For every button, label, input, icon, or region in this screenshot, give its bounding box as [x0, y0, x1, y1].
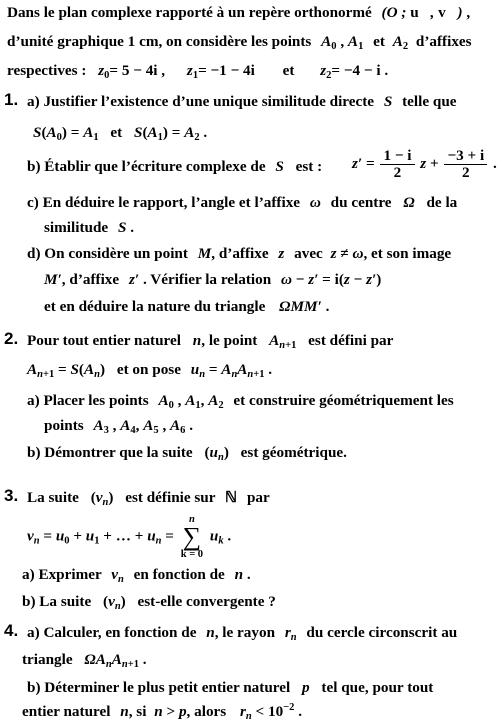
- q3a-text: a) Exprimer: [22, 566, 102, 583]
- q2a-text: a) Placer les points: [27, 392, 149, 409]
- q1d-line-1: d) On considère un point M, d’affixe z avec z ≠ ω, et son image: [27, 245, 452, 262]
- fraction-1: $\frac{1 - i}{2}$: [380, 148, 414, 181]
- q2b-text: est géométrique.: [240, 444, 347, 461]
- q1d-text: . Vérifier la relation: [142, 271, 272, 288]
- q4b-text: b) Déterminer le plus petit entier naturel: [27, 679, 291, 696]
- q3a-line: a) Exprimer $v_n$ en fonction de n .: [22, 566, 251, 585]
- q2-line-1: Pour tout entier naturel n, le point $A_{n+1}$ est défini par: [27, 332, 394, 351]
- q1d-text: , et son image: [363, 245, 452, 262]
- q1c-text: similitude: [44, 219, 109, 236]
- intro-text: et: [373, 33, 385, 50]
- intro-line-2: d’unité graphique 1 cm, on considère les points $A_0$ , $A_1$ et $A_2$ d’affixes: [7, 33, 472, 52]
- question-3-number: 3.: [4, 486, 19, 505]
- q4a-text: a) Calculer, en fonction de: [27, 624, 197, 641]
- q1b-formula: z′ = $\frac{1 - i}{2}$ z + $\frac{-3 + i}{2}$ .: [352, 147, 497, 181]
- q4b-text: , si: [128, 703, 147, 720]
- q2-text: , le point: [201, 332, 258, 349]
- q3-line-1: La suite $(v_n)$ est définie sur ℕ par: [27, 489, 270, 508]
- q1a-line-2: $S(A_0) = A_1$ et $S(A_1) = A_2$ .: [33, 124, 208, 143]
- q1d-text: avec: [294, 245, 323, 262]
- repere: (O ; u⃗, v⃗): [381, 4, 463, 21]
- z1-value: = −1 − 4i: [198, 62, 255, 79]
- q2b-line: b) Démontrer que la suite $(u_n)$ est géométrique.: [27, 444, 347, 463]
- q4a-line-2: triangle $\Omega A_nA_{n+1}$ .: [22, 651, 147, 670]
- q1d-line-2: M′, d’affixe z′ . Vérifier la relation ω − z′ = i(z − z′): [44, 271, 382, 288]
- q4b-text: , alors: [186, 703, 227, 720]
- q3-text: La suite: [27, 489, 79, 506]
- z0-value: = 5 − 4i ,: [109, 62, 166, 79]
- q3b-text: b) La suite: [22, 593, 92, 610]
- q2-text: Pour tout entier naturel: [27, 332, 181, 349]
- q1c-text: de la: [426, 194, 458, 211]
- intro-text: Dans le plan complexe rapporté à un repère orthonormé: [7, 4, 372, 21]
- q1a-text: a) Justifier l’existence d’une unique similitude directe: [27, 93, 375, 110]
- q2a-line-1: a) Placer les points $A_0$ , $A_1$, $A_2$ et construire géométriquement les: [27, 392, 454, 411]
- q4a-text: , le rayon: [214, 624, 276, 641]
- q3-text: par: [246, 489, 270, 506]
- intro-text: d’unité graphique 1 cm, on considère les points: [7, 33, 312, 50]
- question-1-number: 1.: [4, 90, 19, 109]
- q1d-text: d) On considère un point: [27, 245, 188, 262]
- q1d-line-3: et en déduire la nature du triangle ΩMM′ .: [44, 298, 330, 315]
- q2a-line-2: points $A_3$ , $A_4$, $A_5$ , $A_6$ .: [44, 417, 194, 436]
- q1c-line-1: c) En déduire le rapport, l’angle et l’affixe ω du centre Ω de la: [27, 194, 458, 211]
- q4a-text: du cercle circonscrit au: [306, 624, 458, 641]
- sum-sign: n ∑ k = 0: [180, 514, 204, 560]
- q4b-line-1: b) Déterminer le plus petit entier naturel p tel que, pour tout: [27, 679, 434, 696]
- q3-sum-line: $v_n = u_0 + u_1$ + … + $u_n$ = n ∑ k = 0 $u_k$ .: [27, 514, 232, 560]
- q4b-line-2: entier naturel n, si n > p, alors $r_n < 10^{-2}$ .: [22, 701, 303, 722]
- q1b-text: b) Établir que l’écriture complexe de: [27, 158, 266, 175]
- q2a-text: points: [44, 417, 84, 434]
- intro-text: respectives :: [7, 62, 87, 79]
- q1a-text: et: [110, 124, 123, 141]
- q1b-line: b) Établir que l’écriture complexe de S est :: [27, 158, 323, 175]
- intro-text: d’affixes: [415, 33, 472, 50]
- q3-text: est définie sur: [125, 489, 216, 506]
- q3b-text: est-elle convergente ?: [137, 593, 276, 610]
- q2-line-2: $A_{n+1} = S(A_n)$ et on pose $u_n = A_nA_{n+1}$ .: [27, 361, 273, 380]
- intro-line-1: Dans le plan complexe rapporté à un repère orthonormé (O ; u⃗, v⃗) ,: [7, 4, 471, 21]
- q4a-text: triangle: [22, 651, 73, 668]
- q1c-text: du centre: [330, 194, 392, 211]
- q2-text: est défini par: [308, 332, 394, 349]
- q1c-text: c) En déduire le rapport, l’angle et l’affixe: [27, 194, 301, 211]
- q2a-text: et construire géométriquement les: [233, 392, 454, 409]
- q1a-text: telle que: [402, 93, 457, 110]
- q4b-text: tel que, pour tout: [321, 679, 434, 696]
- q3b-line: b) La suite $(v_n)$ est-elle convergente ?: [22, 593, 276, 612]
- z2-value: = −4 − i .: [331, 62, 389, 79]
- fraction-2: $\frac{-3 + i}{2}$: [444, 148, 487, 181]
- q1c-line-2: similitude S .: [44, 219, 134, 236]
- q3a-text: en fonction de: [133, 566, 225, 583]
- intro-line-3: respectives : $z_0= 5 - 4i$ , $z_1= -1 - 4i$ et $z_2= -4 - i$ .: [7, 62, 389, 81]
- q1d-text: , d’affixe: [61, 271, 120, 288]
- q4b-text: entier naturel: [22, 703, 111, 720]
- q4a-line-1: a) Calculer, en fonction de n, le rayon $r_n$ du cercle circonscrit au: [27, 624, 458, 643]
- q1d-text: et en déduire la nature du triangle: [44, 298, 266, 315]
- q2-text: et on pose: [116, 361, 181, 378]
- question-2-number: 2.: [4, 329, 19, 348]
- q1a-line-1: a) Justifier l’existence d’une unique similitude directe S telle que: [27, 93, 457, 110]
- q1d-text: , d’affixe: [211, 245, 269, 262]
- q1b-text: est :: [295, 158, 323, 175]
- q2b-text: b) Démontrer que la suite: [27, 444, 193, 461]
- question-4-number: 4.: [4, 621, 19, 640]
